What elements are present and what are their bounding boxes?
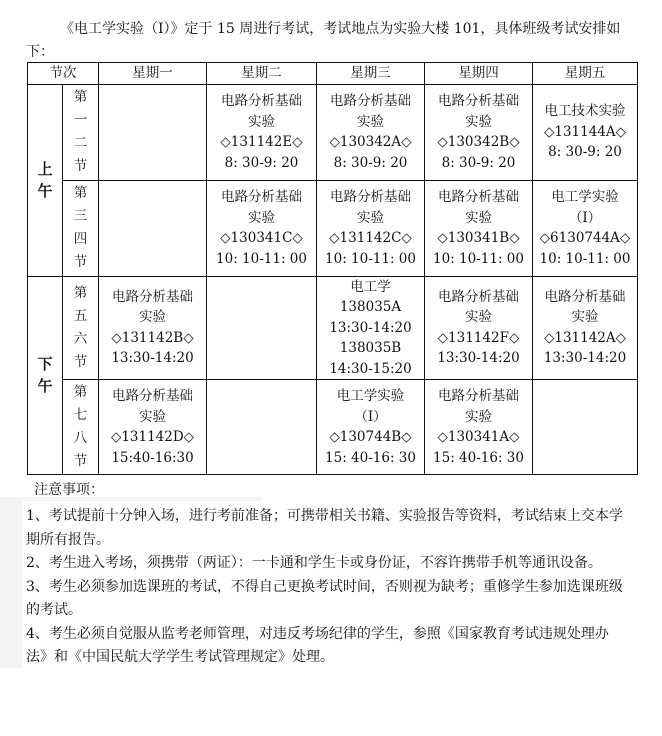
exam-cell-line: 电路分析基础 [438,388,519,404]
exam-cell-line: ◇131142F◇ [437,329,520,346]
note-item: 3、考生必须参加选课班的考试，不得自己更换考试时间，否则视为缺考；重修学生参加选课班级的考试。 [26,578,623,618]
note-item: 2、考生进入考场，须携带（两证）：一卡通和学生卡或身份证，不容许携带手机等通讯设备。 [26,555,602,571]
exam-cell-line: 实验 [357,209,384,226]
header-cell: 星期三 [317,63,425,85]
exam-cell-line: 电工学实验 [551,189,619,205]
exam-cell-line: 实验 [248,209,275,226]
exam-cell-line: 10: 10-11: 00 [325,250,416,267]
exam-cell-line: ◇131144A◇ [543,123,627,140]
exam-schedule-table [27,62,638,475]
exam-cell [425,380,533,475]
exam-cell-line: 8: 30-9: 20 [441,154,516,171]
exam-cell [425,84,533,180]
section-cell: 第 五 六 节 [63,276,99,380]
header-cell: 星期五 [533,63,638,85]
exam-cell-line: 实验 [465,408,492,425]
exam-cell [99,84,207,180]
exam-cell-line: 15: 40-16: 30 [433,449,524,466]
exam-cell-line: 138035A [339,299,402,315]
exam-cell-line: ◇130342B◇ [437,134,520,150]
exam-cell [207,180,317,276]
schedule-row [28,84,638,180]
schedule-row [28,380,638,475]
exam-cell-line: 实验 [465,209,492,226]
exam-cell-line: 电路分析基础 [544,288,626,305]
exam-cell-line: 电工技术实验 [544,103,626,120]
exam-cell [99,276,207,380]
exam-cell-line: ◇6130744A◇ [539,230,631,246]
exam-cell-line: ◇131142D◇ [110,429,195,445]
exam-cell [533,180,638,276]
section-cell: 第 一 二 节 [63,84,99,180]
exam-cell-line: 实验 [357,113,384,130]
exam-cell [207,276,317,380]
notes-title: 注意事项： [34,482,104,498]
exam-cell-line: 8: 30-9: 20 [548,144,622,161]
exam-cell-line: ◇131142A◇ [543,329,627,346]
exam-cell-line: （I） [354,408,387,425]
exam-cell-line: 14:30-15:20 [329,360,412,377]
exam-cell-line: 电路分析基础 [438,288,519,305]
exam-cell-line: 13:30-14:20 [437,350,520,367]
section-cell: 第 七 八 节 [63,380,99,475]
exam-cell [317,180,425,276]
half-day-cell: 上 午 [28,84,63,276]
exam-cell-line: ◇131142B◇ [111,329,194,346]
exam-cell [425,276,533,380]
exam-cell-line: 8: 30-9: 20 [333,154,408,171]
exam-cell-line: 实验 [465,309,492,326]
exam-cell-line: 电路分析基础 [221,93,302,109]
header-cell: 星期四 [425,63,533,85]
note-item: 4、考生必须自觉服从监考老师管理，对违反考场纪律的学生，参照《国家教育考试违规处理办法》和《中国民航大学学生考试管理规定》处理。 [26,625,609,665]
exam-cell [533,276,638,380]
exam-cell-line: 电路分析基础 [438,93,519,109]
exam-cell-line: 实验 [571,309,599,326]
exam-cell-line: ◇130341B◇ [437,230,520,246]
exam-cell-line: 电路分析基础 [221,189,302,205]
exam-cell-line: 电路分析基础 [330,93,411,109]
exam-cell-line: ◇131142E◇ [220,134,303,150]
background-shade [0,497,22,668]
notes-list [26,505,626,670]
exam-cell-line: 10: 10-11: 00 [216,250,307,267]
exam-cell [317,276,425,380]
exam-cell-line: 实验 [139,408,166,425]
exam-cell-line: ◇130342A◇ [329,134,412,150]
exam-cell [99,380,207,475]
exam-cell-line: ◇130744B◇ [329,429,412,445]
exam-cell [317,84,425,180]
section-cell: 第 三 四 节 [63,180,99,276]
schedule-row [28,180,638,276]
exam-cell-line: ◇130341A◇ [437,429,520,445]
exam-cell-line: 实验 [465,113,492,130]
note-item: 1、考试提前十分钟入场，进行考前准备；可携带相关书籍、实验报告等资料，考试结束上交本学期所有报告。 [26,508,623,548]
exam-cell-line: 电路分析基础 [438,189,519,205]
exam-cell-line: 10: 10-11: 00 [433,250,524,267]
exam-cell-line: ◇130341C◇ [220,230,303,246]
exam-cell-line: 15:40-16:30 [111,449,194,466]
exam-cell-line: 13:30-14:20 [329,319,412,336]
exam-cell-line: 10: 10-11: 00 [539,250,631,267]
exam-cell [533,380,638,475]
exam-cell-line: （I） [568,209,602,226]
exam-cell-line: 138035B [339,340,402,356]
exam-cell-line: ◇131142C◇ [329,230,412,246]
exam-cell-line: 电路分析基础 [112,288,193,305]
exam-cell [533,84,638,180]
exam-cell-line: 电工学实验 [336,388,405,404]
exam-cell-line: 电工学 [350,278,391,295]
header-cell: 星期二 [207,63,317,85]
exam-cell [207,84,317,180]
exam-cell-line: 13:30-14:20 [111,350,194,367]
schedule-row [28,276,638,380]
exam-cell [317,380,425,475]
exam-cell-line: 电路分析基础 [330,189,411,205]
exam-cell-line: 13:30-14:20 [543,350,627,367]
intro-paragraph: 《电工学实验（I）》定于 15 周进行考试，考试地点为实验大楼 101，具体班级考试安排如下： [26,21,621,60]
exam-cell-line: 15: 40-16: 30 [325,449,416,466]
exam-cell-line: 实验 [139,309,166,326]
header-cell: 星期一 [99,63,207,85]
header-cell: 节次 [28,63,99,85]
exam-cell-line: 8: 30-9: 20 [224,154,299,171]
exam-cell [99,180,207,276]
header-row [28,63,638,85]
exam-cell-line: 电路分析基础 [112,388,193,404]
exam-cell-line: 实验 [248,113,275,130]
exam-cell [425,180,533,276]
exam-cell [207,380,317,475]
half-day-cell: 下 午 [28,276,63,475]
